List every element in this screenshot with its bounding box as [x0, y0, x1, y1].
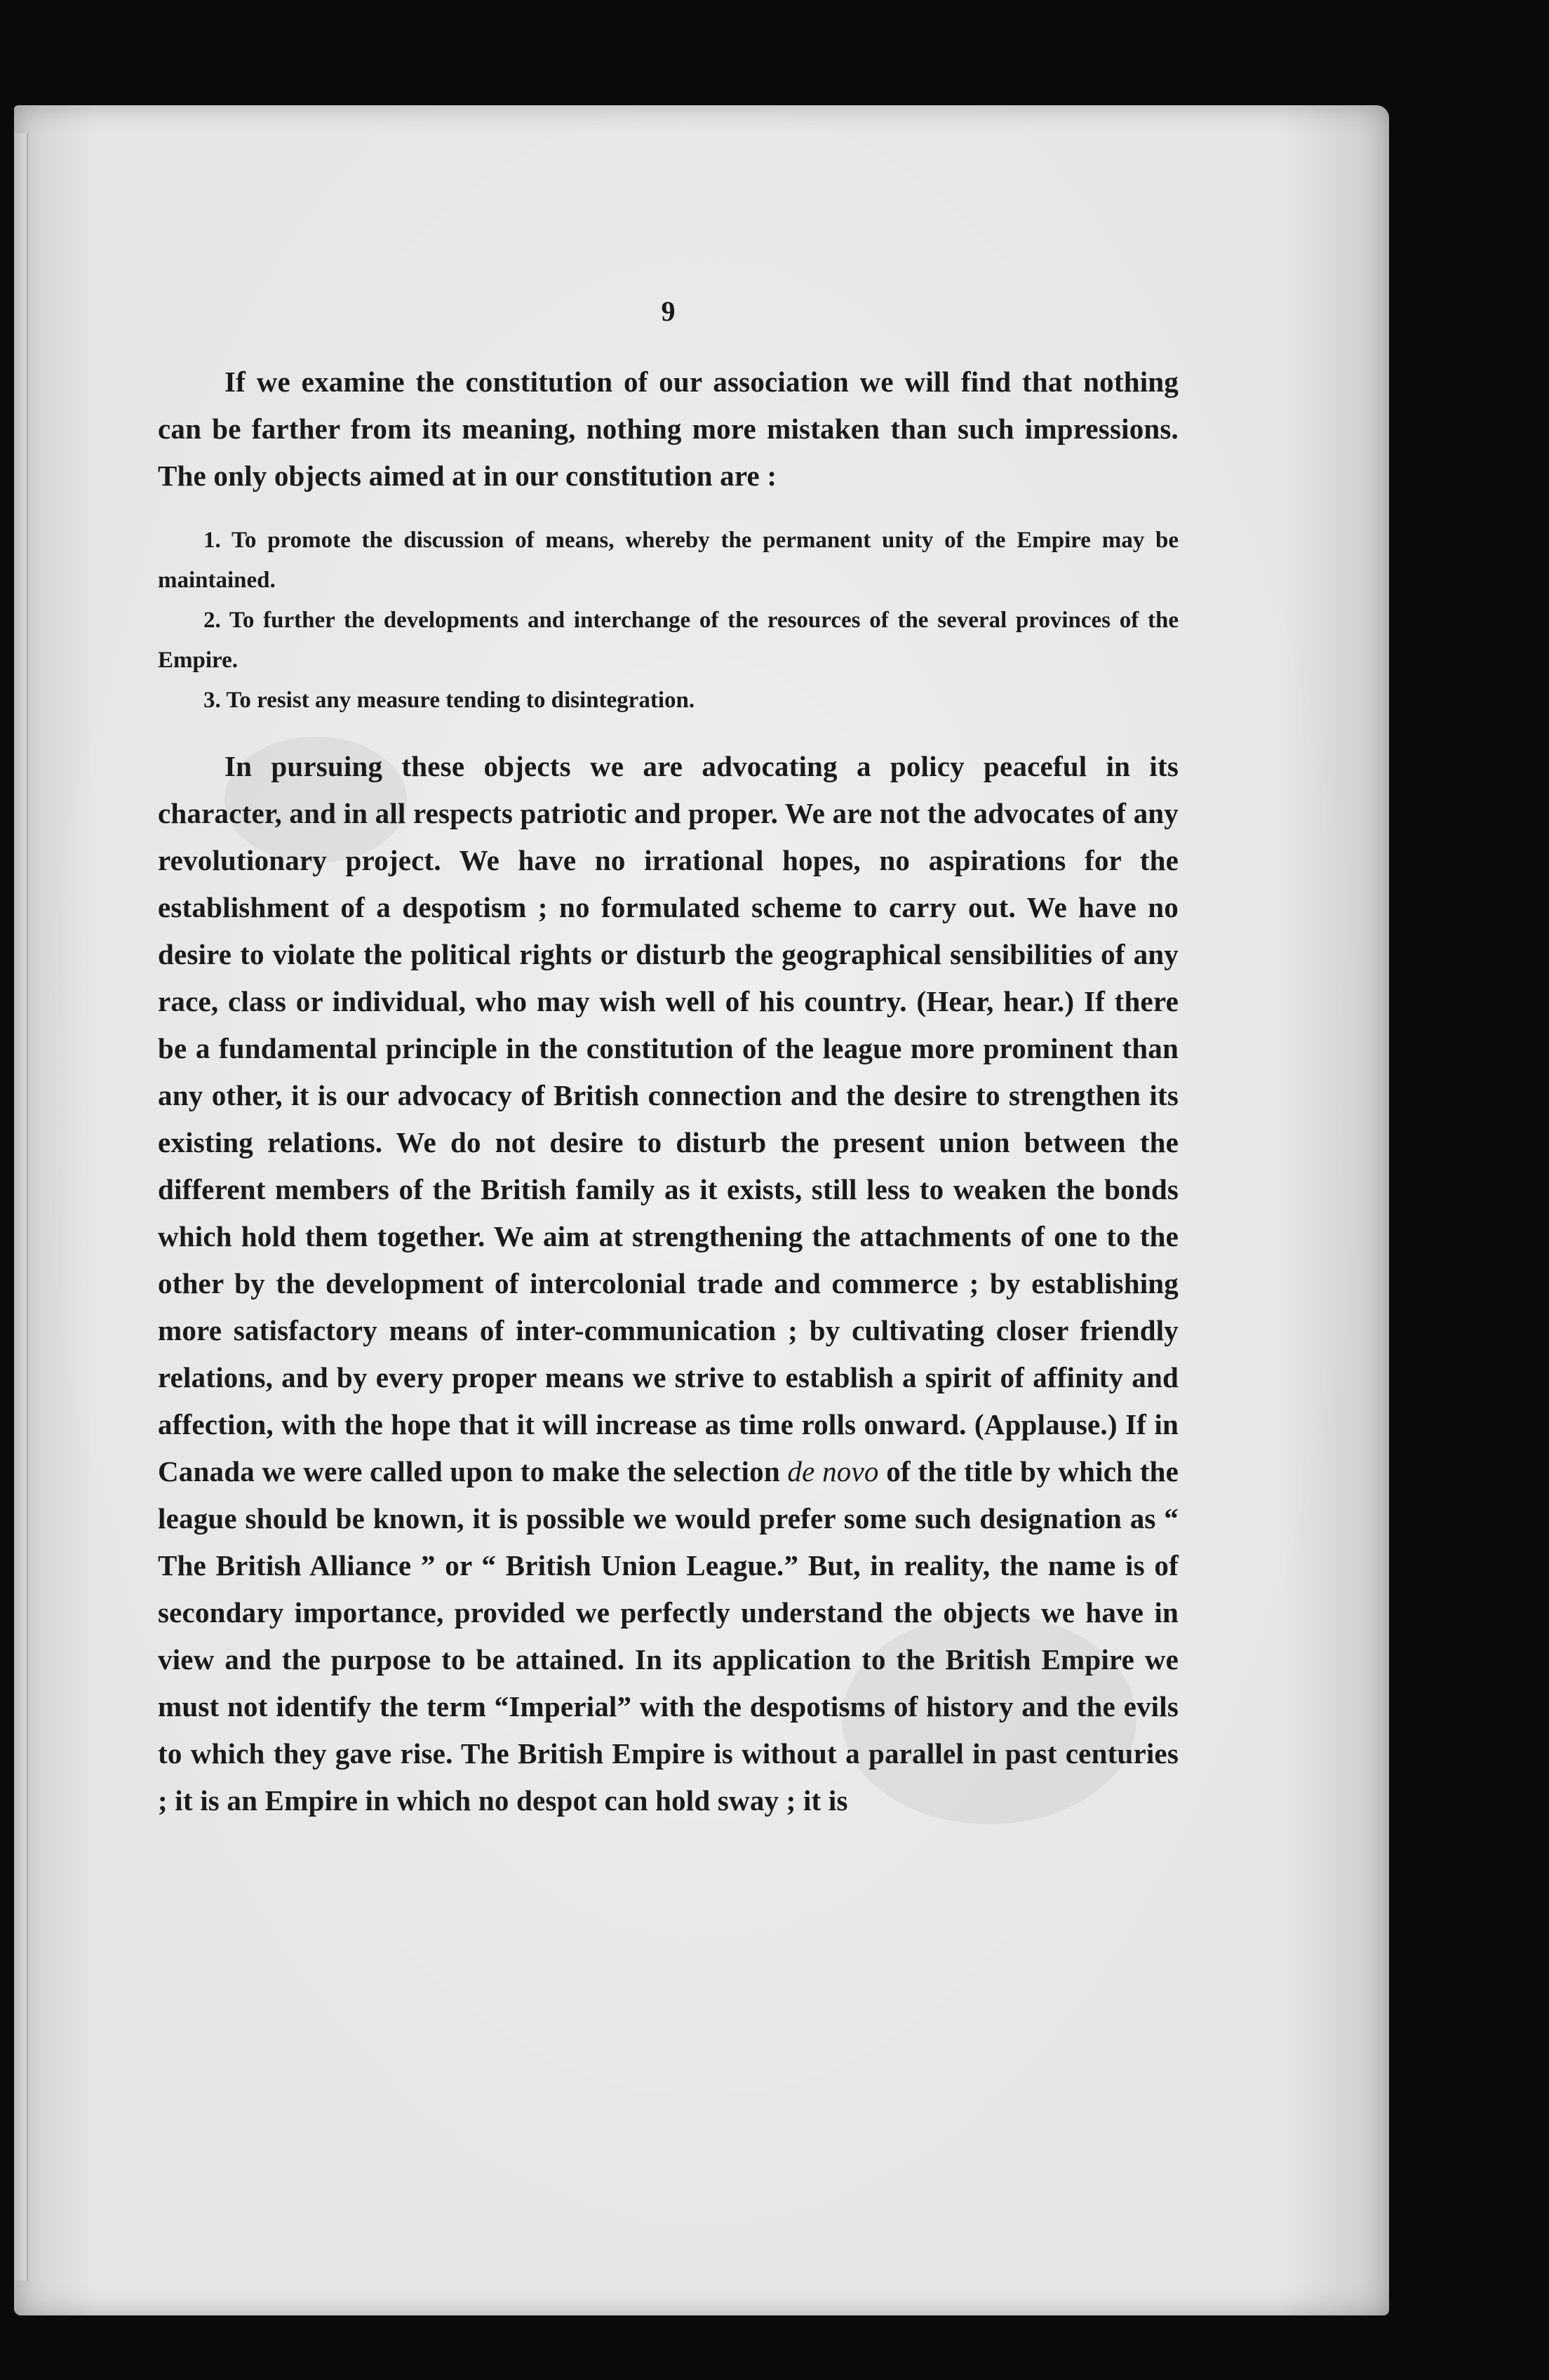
- main-paragraph: [158, 743, 1179, 1824]
- intro-paragraph: If we examine the constitution of our association we will find that nothing can be farther from its meaning, nothing more mistaken than such impressions. The only objects aimed at in our constitution are :: [158, 366, 1179, 492]
- page-number: 9: [661, 295, 676, 327]
- main-paragraph-text-1: In pursuing these objects we are advocating a policy peaceful in its character, and in all respects patriotic and proper. We are not the advocates of any revolutionary project. We have no irrational hopes, no aspirations for the establishment of a despotism ; no formulated scheme to carry out. We have no desire to violate the political rights or disturb the geographical sensibilities of any race, class or individual, who may wish well of his country. (Hear, hear.) If there be a fundamental principle in the constitution of the league more prominent than any other, it is our advocacy of British connection and the desire to strengthen its existing relations. We do not desire to disturb the present union between the different members of the British family as it exists, still less to weaken the bonds which hold them together. We aim at strengthening the attachments of one to the other by the development of intercolonial trade and commerce ; by establishing more satisfactory means of inter-communication ; by cultivating closer friendly relations, and by every proper means we strive to establish a spirit of affinity and affection, with the hope that it will increase as time rolls onward. (Applause.) If in Canada we were called upon to make the selection: [158, 750, 1179, 1488]
- object-item-2: 2. To further the developments and interchange of the resources of the several provinces of the Empire.: [158, 608, 1179, 673]
- objects-list: [158, 521, 1179, 721]
- object-item-3: 3. To resist any measure tending to disintegration.: [203, 688, 695, 713]
- page-content: [158, 295, 1179, 1824]
- page-edge: [14, 133, 28, 2280]
- latin-phrase: de novo: [787, 1455, 879, 1488]
- main-paragraph-text-2: of the title by which the league should be known, it is possible we would prefer some such designation as “ The British Alliance ” or “ British Union League.” But, in reality, the name is of secondary importance, provided we perfectly understand the objects we have in view and the purpose to be attained. In its application to the British Empire we must not identify the term “Imperial” with the despotisms of history and the evils to which they gave rise. The British Empire is without a parallel in past centuries ; it is an Empire in which no despot can hold sway ; it is: [158, 1455, 1179, 1817]
- object-item-1: 1. To promote the discussion of means, whereby the permanent unity of the Empire may be maintained.: [158, 528, 1179, 593]
